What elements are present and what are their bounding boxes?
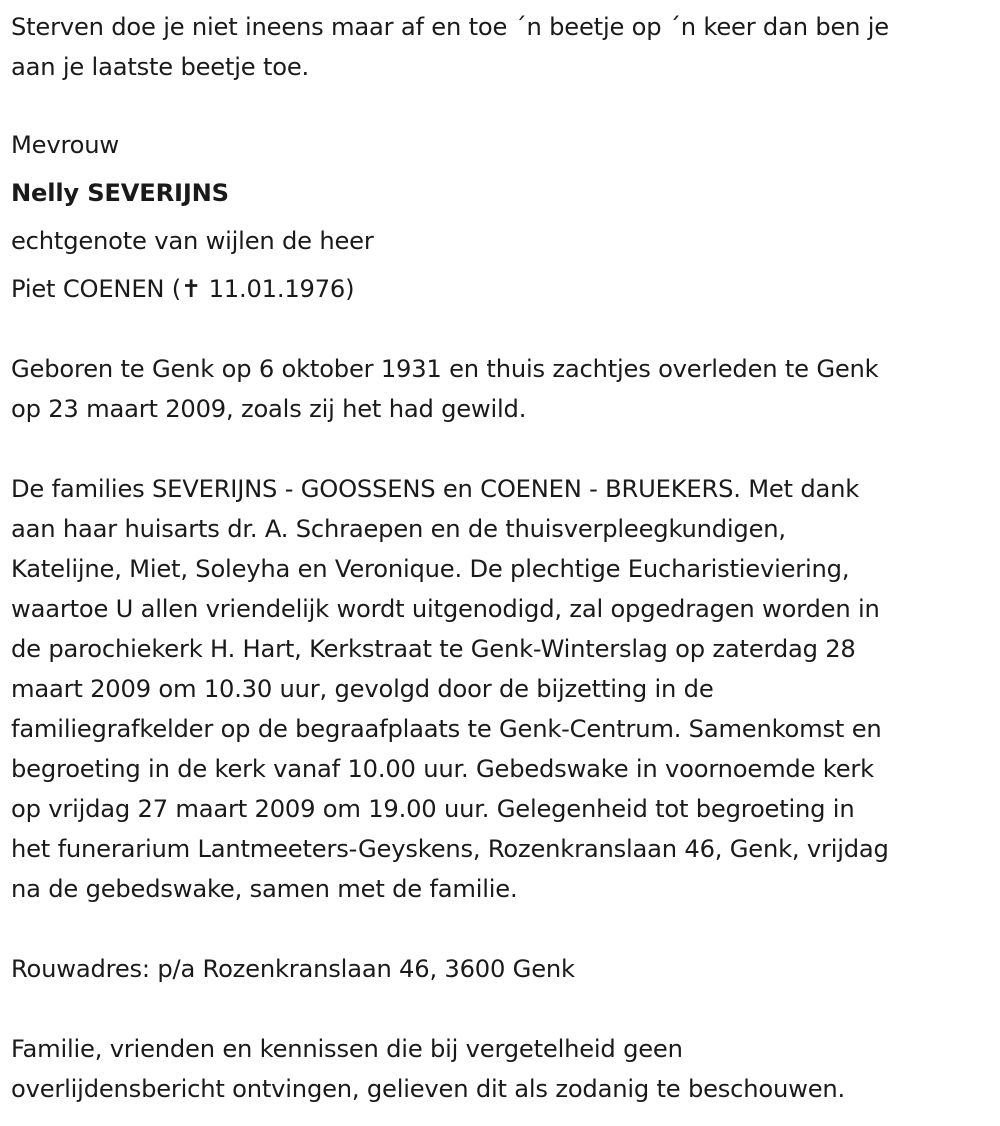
spouse-line: Piet COENEN (✝ 11.01.1976): [11, 275, 355, 303]
families-line: aan haar huisarts dr. A. Schraepen en de thuisverpleegkundigen,: [11, 515, 786, 543]
honorific: Mevrouw: [11, 131, 119, 159]
families-line: het funerarium Lantmeeters-Geyskens, Rozenkranslaan 46, Genk, vrijdag: [11, 835, 889, 863]
families-line: de parochiekerk H. Hart, Kerkstraat te Genk-Winterslag op zaterdag 28: [11, 635, 856, 663]
families-line: begroeting in de kerk vanaf 10.00 uur. Gebedswake in voornoemde kerk: [11, 755, 874, 783]
spouse-line: echtgenote van wijlen de heer: [11, 227, 374, 255]
intro-line: Sterven doe je niet ineens maar af en toe ´n beetje op ´n keer dan ben je: [11, 13, 889, 41]
families-line: maart 2009 om 10.30 uur, gevolgd door de bijzetting in de: [11, 675, 714, 703]
families-line: De families SEVERIJNS - GOOSSENS en COENEN - BRUEKERS. Met dank: [11, 475, 860, 503]
mourning-address: Rouwadres: p/a Rozenkranslaan 46, 3600 Genk: [11, 955, 575, 983]
closing-line: Familie, vrienden en kennissen die bij vergetelheid geen: [11, 1035, 683, 1063]
families-line: op vrijdag 27 maart 2009 om 19.00 uur. Gelegenheid tot begroeting in: [11, 795, 855, 823]
families-line: Katelijne, Miet, Soleyha en Veronique. De plechtige Eucharistieviering,: [11, 555, 850, 583]
families-line: na de gebedswake, samen met de familie.: [11, 875, 518, 903]
intro-line: aan je laatste beetje toe.: [11, 53, 309, 81]
deceased-name: Nelly SEVERIJNS: [11, 179, 229, 207]
birth-death-line: op 23 maart 2009, zoals zij het had gewild.: [11, 395, 527, 423]
families-line: waartoe U allen vriendelijk wordt uitgenodigd, zal opgedragen worden in: [11, 595, 880, 623]
families-line: familiegrafkelder op de begraafplaats te Genk-Centrum. Samenkomst en: [11, 715, 882, 743]
closing-line: overlijdensbericht ontvingen, gelieven dit als zodanig te beschouwen.: [11, 1075, 846, 1103]
birth-death-line: Geboren te Genk op 6 oktober 1931 en thuis zachtjes overleden te Genk: [11, 355, 879, 383]
